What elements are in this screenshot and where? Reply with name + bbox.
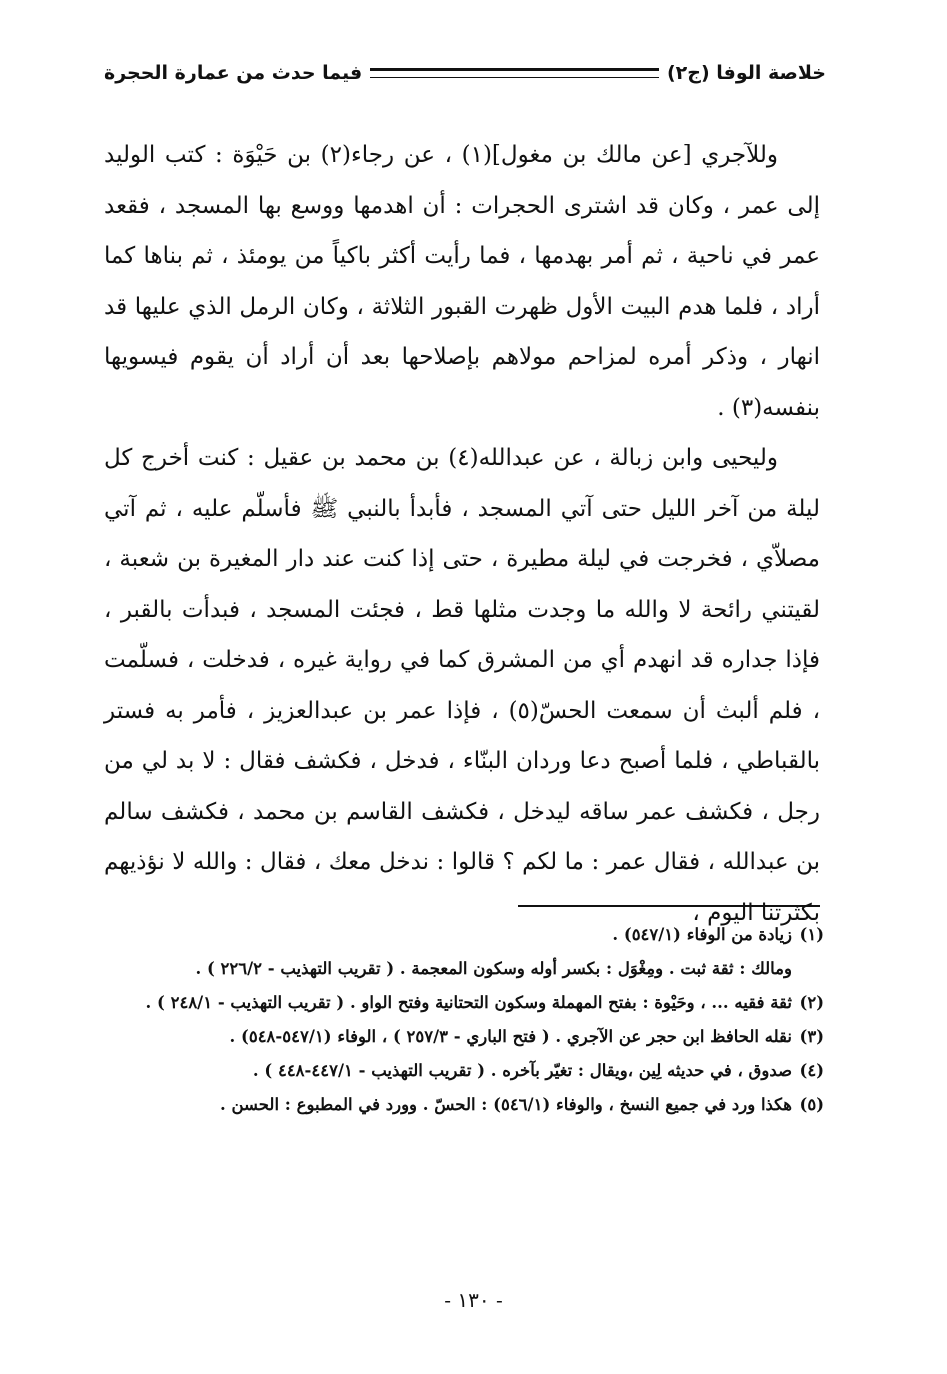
footnote-number: (٢) (799, 993, 824, 1012)
footnote-separator (518, 905, 820, 907)
footnote (104, 1054, 824, 1088)
footnote (104, 986, 824, 1020)
paragraph: وللآجري [عن مالك بن مغول](١) ، عن رجاء(٢) بن حَيْوَة : كتب الوليد إلى عمر ، وكان قد اشترى الحجرات : أن اهدمها ووسع بها المسجد ، فقعد عمر في ناحية ، ثم أمر بهدمها ، فما رأيت أكثر باكياً من يومئذ ، ثم بناها كما أراد ، فلما هدم البيت الأول ظهرت القبور الثلاثة ، وكان الرمل الذي عليها قد انهار ، وذكر أمره لمزاحم مولاهم بإصلاحها بعد أن أراد أن يقوم فيسويها بنفسه(٣) . (104, 142, 820, 421)
footnote-text: نقله الحافظ ابن حجر عن الآجري . ( فتح الباري - ٢٥٧/٣ ) ، الوفاء (٥٤٧/١-٥٤٨) . (229, 1027, 792, 1046)
footnote-number: (٣) (799, 1027, 824, 1046)
footnote-text: ومالك : ثقة ثبت . ومِغْوَل : بكسر أوله وسكون المعجمة . ( تقريب التهذيب - ٢٢٦/٢ ) . (195, 959, 792, 978)
footnote-text: ثقة فقيه ... ، وحَيْوة : بفتح المهملة وسكون التحتانية وفتح الواو . ( تقريب التهذيب - ٢٤٨/١ ) . (145, 993, 792, 1012)
footnote (104, 918, 824, 952)
footnote-number: (٤) (799, 1061, 824, 1080)
page-number: - ١٣٠ - (444, 1288, 503, 1312)
footnote (104, 952, 824, 986)
footnotes (104, 918, 824, 1122)
main-text (104, 130, 820, 938)
running-header (104, 56, 826, 90)
footnote-text: هكذا ورد في جميع النسخ ، والوفاء (٥٤٦/١) : الحسّ . وورد في المطبوع : الحسن . (220, 1095, 792, 1114)
footnote (104, 1088, 824, 1122)
footnote-number: (٥) (799, 1095, 824, 1114)
book-title: خلاصة الوفا (ج٢) (666, 62, 826, 84)
chapter-title: فيما حدث من عمارة الحجرة (104, 62, 363, 84)
footnote-number: (١) (799, 925, 824, 944)
footnote-text: زيادة من الوفاء (٥٤٧/١) . (612, 925, 792, 944)
header-rule (370, 68, 659, 78)
footnote-text: صدوق ، في حديثه لِين ،ويقال : تغيّر بآخره . ( تقريب التهذيب - ٤٤٧/١-٤٤٨ ) . (252, 1061, 792, 1080)
footnote (104, 1020, 824, 1054)
paragraph: وليحيى وابن زبالة ، عن عبدالله(٤) بن محمد بن عقيل : كنت أخرج كل ليلة من آخر الليل حتى آتي المسجد ، فأبدأ بالنبي ﷺ فأسلّم عليه ، ثم آتي مصلاّي ، فخرجت في ليلة مطيرة ، حتى إذا كنت عند دار المغيرة بن شعبة ، لقيتني رائحة لا والله ما وجدت مثلها قط ، فجئت المسجد ، فبدأت بالقبر ، فإذا جداره قد انهدم أي من المشرق كما في رواية غيره ، فدخلت ، فسلّمت ، فلم ألبث أن سمعت الحسّ(٥) ، فإذا عمر بن عبدالعزيز ، فأمر به فستر بالقباطي ، فلما أصبح دعا وردان البنّاء ، فدخل ، فكشف فقال : لا بد لي من رجل ، فكشف عمر ساقه ليدخل ، فكشف القاسم بن محمد ، فكشف سالم بن عبدالله ، فقال عمر : ما لكم ؟ قالوا : ندخل معك ، فقال : والله لا نؤذيهم بكثرتنا اليوم ، (104, 445, 820, 926)
